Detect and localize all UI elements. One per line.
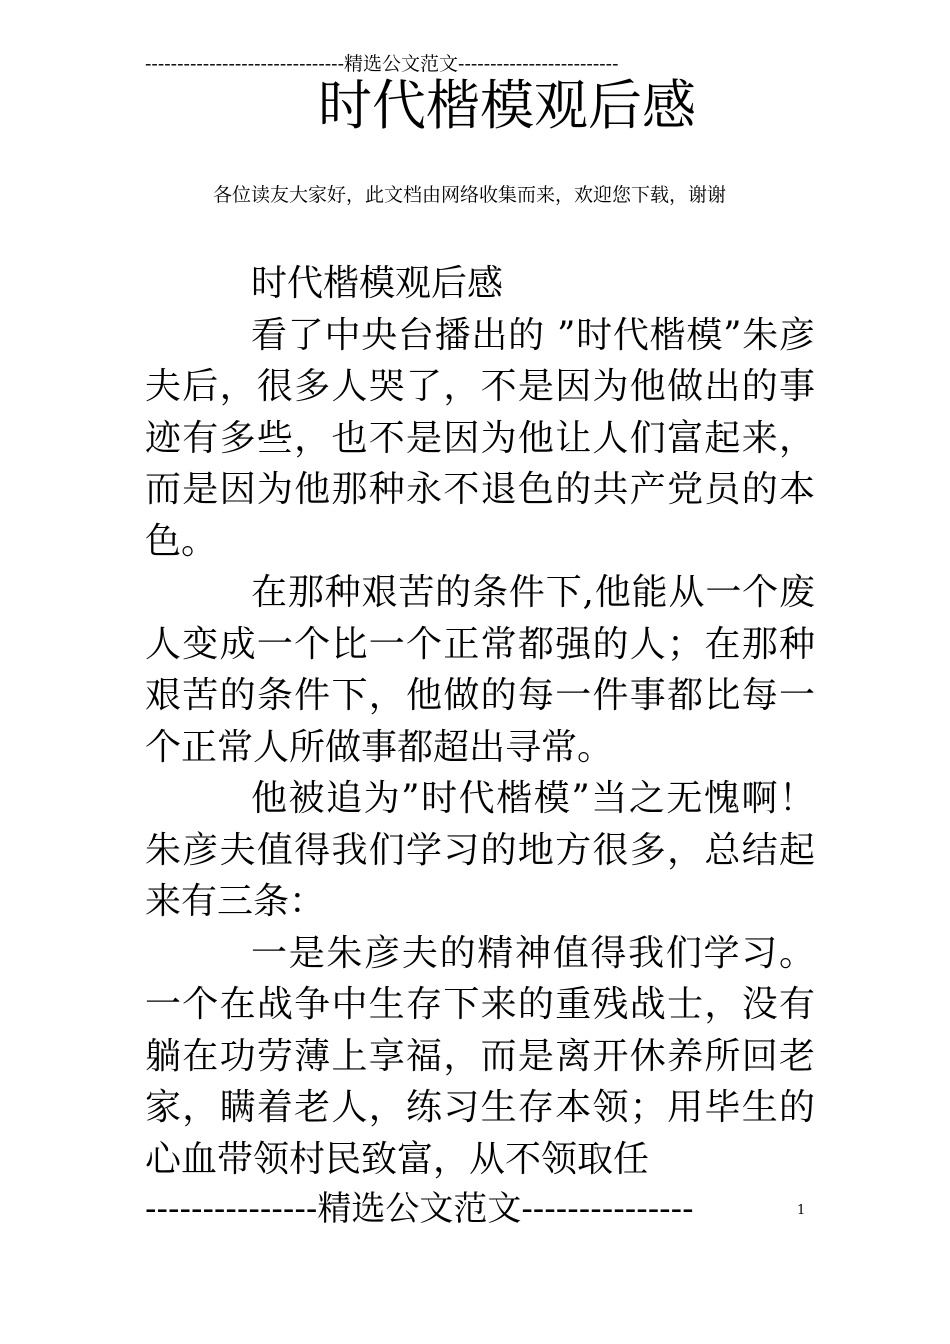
page-number: 1 (797, 1203, 806, 1218)
page-header: -------------------------------精选公文范文------------------------- (145, 53, 619, 75)
document-title: 时代楷模观后感 (318, 74, 696, 137)
paragraph-2: 在那种艰苦的条件下,他能从一个废人变成一个比一个正常都强的人；在那种艰苦的条件下，他做的每一件事都比每一个正常人所做事都超出寻常。 (145, 572, 815, 768)
paragraph-4: 一是朱彦夫的精神值得我们学习。一个在战争中生存下来的重残战士，没有躺在功劳薄上享福，而是离开休养所回老家，瞒着老人，练习生存本领；用毕生的心血带领村民致富，从不领取任 (145, 932, 815, 1180)
paragraph-1: 看了中央台播出的 ”时代楷模”朱彦夫后，很多人哭了，不是因为他做出的事迹有多些，也不是因为他让人们富起来，而是因为他那种永不退色的共产党员的本色。 (145, 314, 815, 562)
page-footer: ---------------精选公文范文--------------- (145, 1189, 694, 1229)
body-subtitle: 时代楷模观后感 (251, 263, 504, 304)
paragraph-3: 他被追为”时代楷模”当之无愧啊！朱彦夫值得我们学习的地方很多，总结起来有三条： (145, 778, 815, 922)
download-notice: 各位读友大家好，此文档由网络收集而来，欢迎您下载，谢谢 (213, 184, 727, 206)
document-body (145, 258, 815, 1185)
